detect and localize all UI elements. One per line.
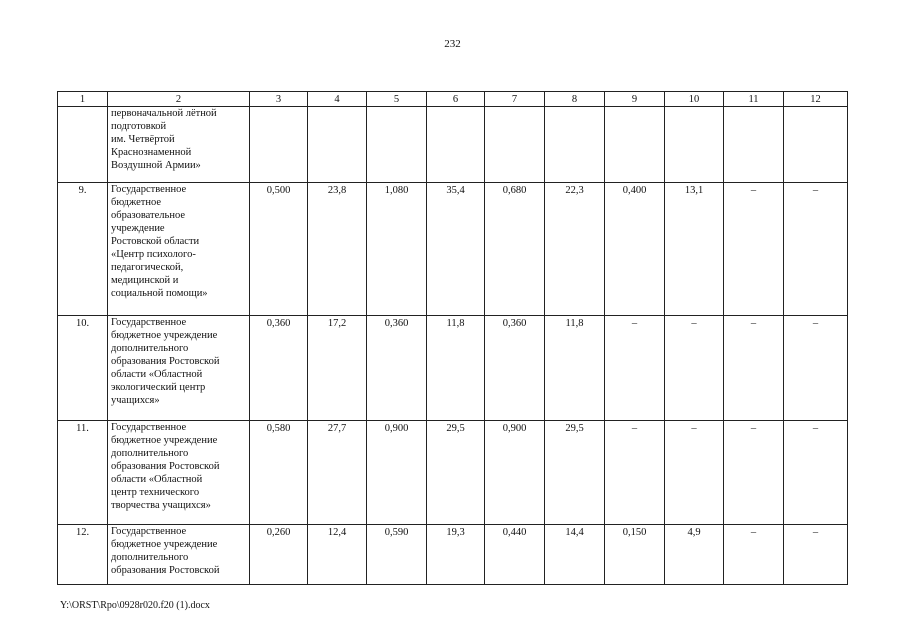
value-cell: 0,400 [605, 183, 665, 316]
column-header: 5 [367, 92, 427, 107]
page-number: 232 [444, 38, 461, 50]
value-cell: 14,4 [545, 525, 605, 585]
value-cell: 0,150 [605, 525, 665, 585]
value-cell [250, 107, 308, 183]
value-cell: – [784, 421, 848, 525]
value-cell: 0,440 [485, 525, 545, 585]
file-path-footer: Y:\ORST\Rpo\0928r020.f20 (1).docx [60, 600, 210, 611]
value-cell: 0,580 [250, 421, 308, 525]
value-cell: 0,590 [367, 525, 427, 585]
column-header: 3 [250, 92, 308, 107]
value-cell: 1,080 [367, 183, 427, 316]
value-cell: – [605, 316, 665, 421]
value-cell: 0,900 [367, 421, 427, 525]
value-cell: 0,900 [485, 421, 545, 525]
institution-name: Государственное бюджетное учреждение дополнительного образования Ростовской [108, 525, 250, 585]
value-cell [545, 107, 605, 183]
value-cell: – [724, 183, 784, 316]
column-header: 7 [485, 92, 545, 107]
row-number: 10. [58, 316, 108, 421]
value-cell: 19,3 [427, 525, 485, 585]
value-cell [308, 107, 367, 183]
value-cell: 4,9 [665, 525, 724, 585]
table-row [58, 183, 848, 316]
column-header: 1 [58, 92, 108, 107]
value-cell: 11,8 [545, 316, 605, 421]
column-header: 11 [724, 92, 784, 107]
column-header: 6 [427, 92, 485, 107]
value-cell [427, 107, 485, 183]
value-cell: 17,2 [308, 316, 367, 421]
value-cell: – [605, 421, 665, 525]
value-cell: 0,680 [485, 183, 545, 316]
value-cell: – [724, 316, 784, 421]
value-cell [485, 107, 545, 183]
value-cell: – [784, 316, 848, 421]
table-row [58, 316, 848, 421]
value-cell [665, 107, 724, 183]
value-cell: 35,4 [427, 183, 485, 316]
column-header: 12 [784, 92, 848, 107]
value-cell [605, 107, 665, 183]
table-header-row [58, 92, 848, 107]
value-cell: 0,360 [485, 316, 545, 421]
value-cell: – [724, 525, 784, 585]
value-cell: – [784, 183, 848, 316]
table-row [58, 525, 848, 585]
value-cell: 23,8 [308, 183, 367, 316]
value-cell: 0,260 [250, 525, 308, 585]
column-header: 9 [605, 92, 665, 107]
value-cell: 22,3 [545, 183, 605, 316]
value-cell [784, 107, 848, 183]
institution-name: первоначальной лётной подготовкой им. Четвёртой Краснознаменной Воздушной Армии» [108, 107, 250, 183]
institution-name: Государственное бюджетное учреждение дополнительного образования Ростовской области «Областной экологический центр учащихся» [108, 316, 250, 421]
value-cell: 12,4 [308, 525, 367, 585]
row-number: 11. [58, 421, 108, 525]
institution-name: Государственное бюджетное образовательное учреждение Ростовской области «Центр психолого- педагогической, медицинской и социальной помощи» [108, 183, 250, 316]
table-row [58, 421, 848, 525]
row-number [58, 107, 108, 183]
value-cell: 0,360 [250, 316, 308, 421]
value-cell: 0,360 [367, 316, 427, 421]
value-cell: 13,1 [665, 183, 724, 316]
value-cell: 27,7 [308, 421, 367, 525]
value-cell [724, 107, 784, 183]
row-number: 12. [58, 525, 108, 585]
institution-name: Государственное бюджетное учреждение дополнительного образования Ростовской области «Областной центр технического творчества учащихся» [108, 421, 250, 525]
table-row [58, 107, 848, 183]
value-cell: 29,5 [427, 421, 485, 525]
column-header: 10 [665, 92, 724, 107]
value-cell: – [784, 525, 848, 585]
data-table [57, 91, 848, 585]
row-number: 9. [58, 183, 108, 316]
column-header: 2 [108, 92, 250, 107]
value-cell: 0,500 [250, 183, 308, 316]
value-cell: – [665, 316, 724, 421]
value-cell [367, 107, 427, 183]
column-header: 8 [545, 92, 605, 107]
value-cell: 29,5 [545, 421, 605, 525]
value-cell: 11,8 [427, 316, 485, 421]
value-cell: – [724, 421, 784, 525]
value-cell: – [665, 421, 724, 525]
column-header: 4 [308, 92, 367, 107]
